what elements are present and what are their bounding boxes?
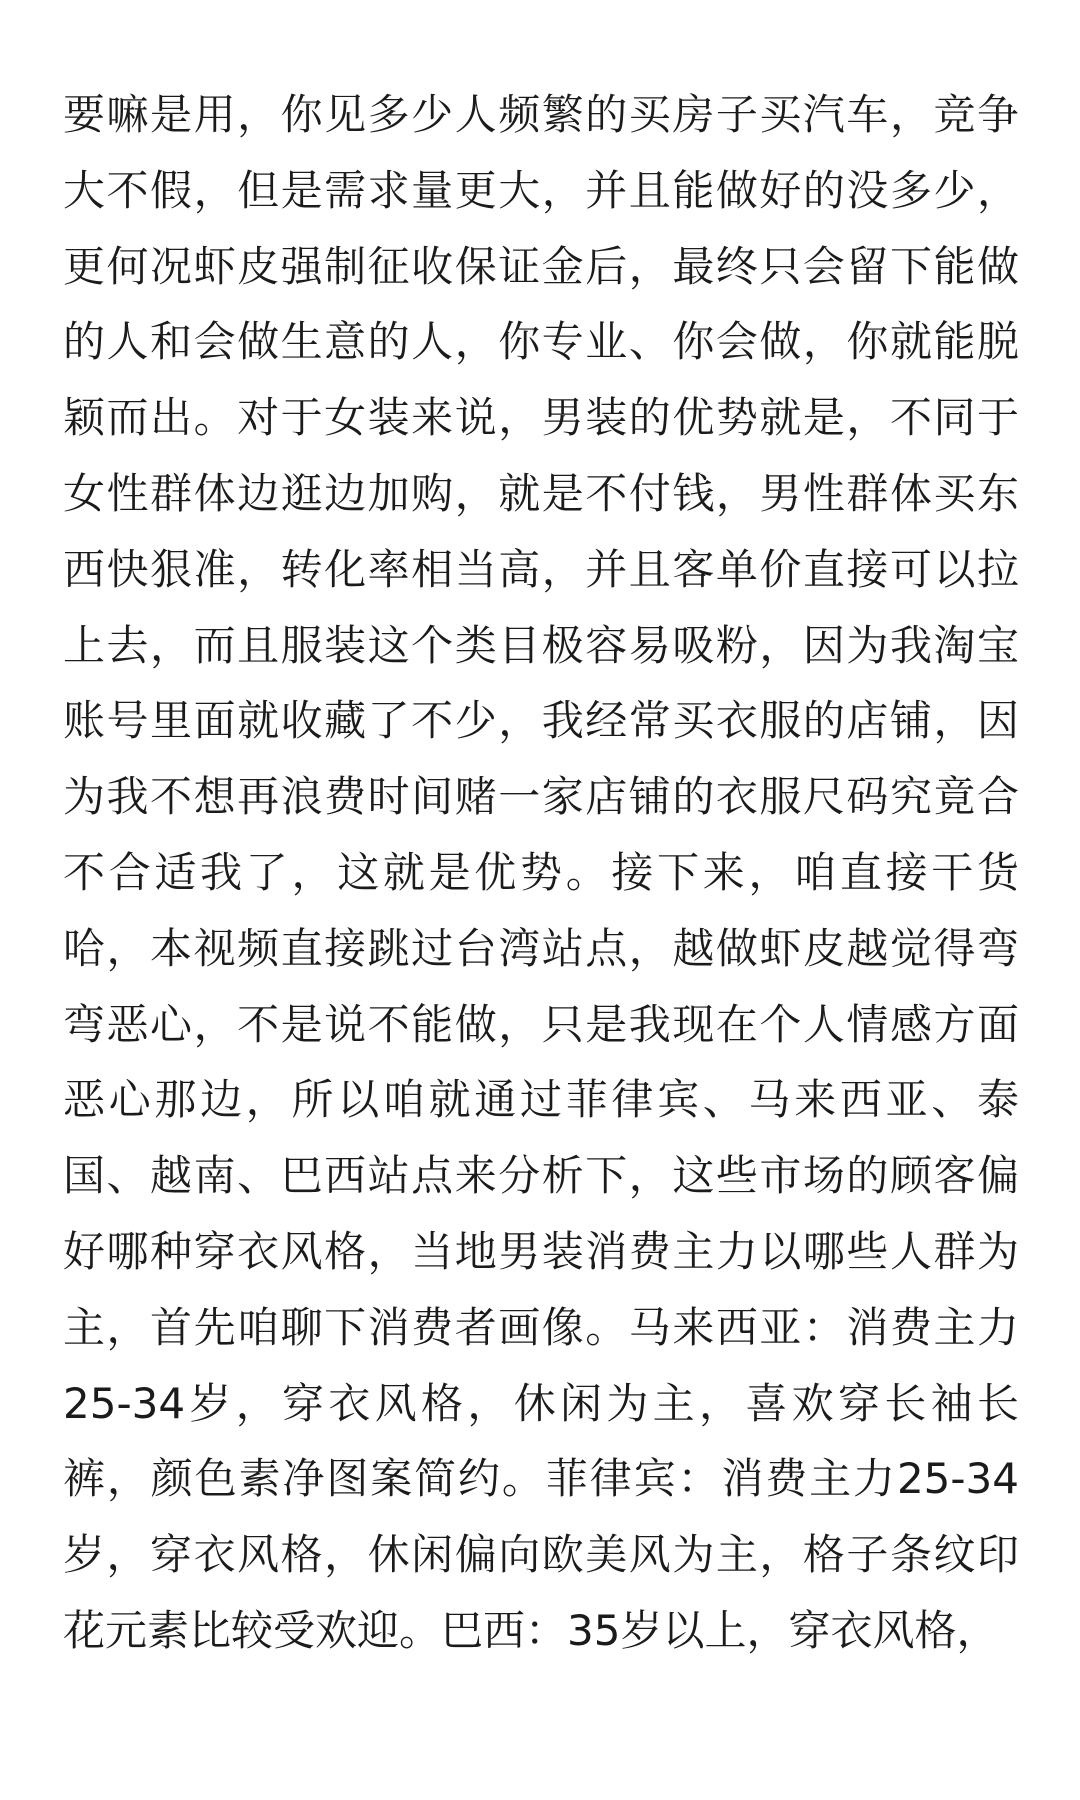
article-body (63, 77, 1019, 1669)
text-line: 要嘛是用，你见多少人频繁的买房子买汽车，竞争 (63, 90, 1019, 139)
text-line: 上去，而且服装这个类目极容易吸粉，因为我淘宝 (63, 620, 1019, 670)
text-line: 岁，穿衣风格，休闲偏向欧美风为主，格子条纹印 (63, 1530, 1019, 1580)
text-line: 西快狠准，转化率相当高，并且客单价直接可以拉 (63, 544, 1019, 594)
text-line: 花元素比较受欢迎。巴西：35岁以上，穿衣风格， (63, 1605, 999, 1655)
text-line: 国、越南、巴西站点来分析下，这些市场的顾客偏 (63, 1151, 1019, 1201)
text-line: 不合适我了，这就是优势。接下来，咱直接干货 (63, 847, 1019, 897)
text-line: 大不假，但是需求量更大，并且能做好的没多少， (63, 165, 1019, 215)
text-line: 裤，颜色素净图案简约。菲律宾：消费主力25-34 (63, 1454, 1019, 1504)
text-line: 25-34岁，穿衣风格，休闲为主，喜欢穿长袖长 (63, 1378, 1019, 1428)
text-line: 主，首先咱聊下消费者画像。马来西亚：消费主力 (63, 1302, 1019, 1352)
text-line: 的人和会做生意的人，你专业、你会做，你就能脱 (63, 317, 1019, 367)
text-line: 颖而出。对于女装来说，男装的优势就是，不同于 (63, 393, 1019, 443)
text-line: 为我不想再浪费时间赌一家店铺的衣服尺码究竟合 (63, 772, 1019, 822)
text-line: 女性群体边逛边加购，就是不付钱，男性群体买东 (63, 468, 1019, 518)
text-line: 恶心那边，所以咱就通过菲律宾、马来西亚、泰 (63, 1075, 1019, 1125)
text-line: 哈，本视频直接跳过台湾站点，越做虾皮越觉得弯 (63, 923, 1019, 973)
text-line: 更何况虾皮强制征收保证金后，最终只会留下能做 (63, 241, 1019, 291)
text-line: 账号里面就收藏了不少，我经常买衣服的店铺，因 (63, 696, 1019, 746)
text-line: 好哪种穿衣风格，当地男装消费主力以哪些人群为 (63, 1226, 1019, 1276)
text-line: 弯恶心，不是说不能做，只是我现在个人情感方面 (63, 999, 1019, 1049)
